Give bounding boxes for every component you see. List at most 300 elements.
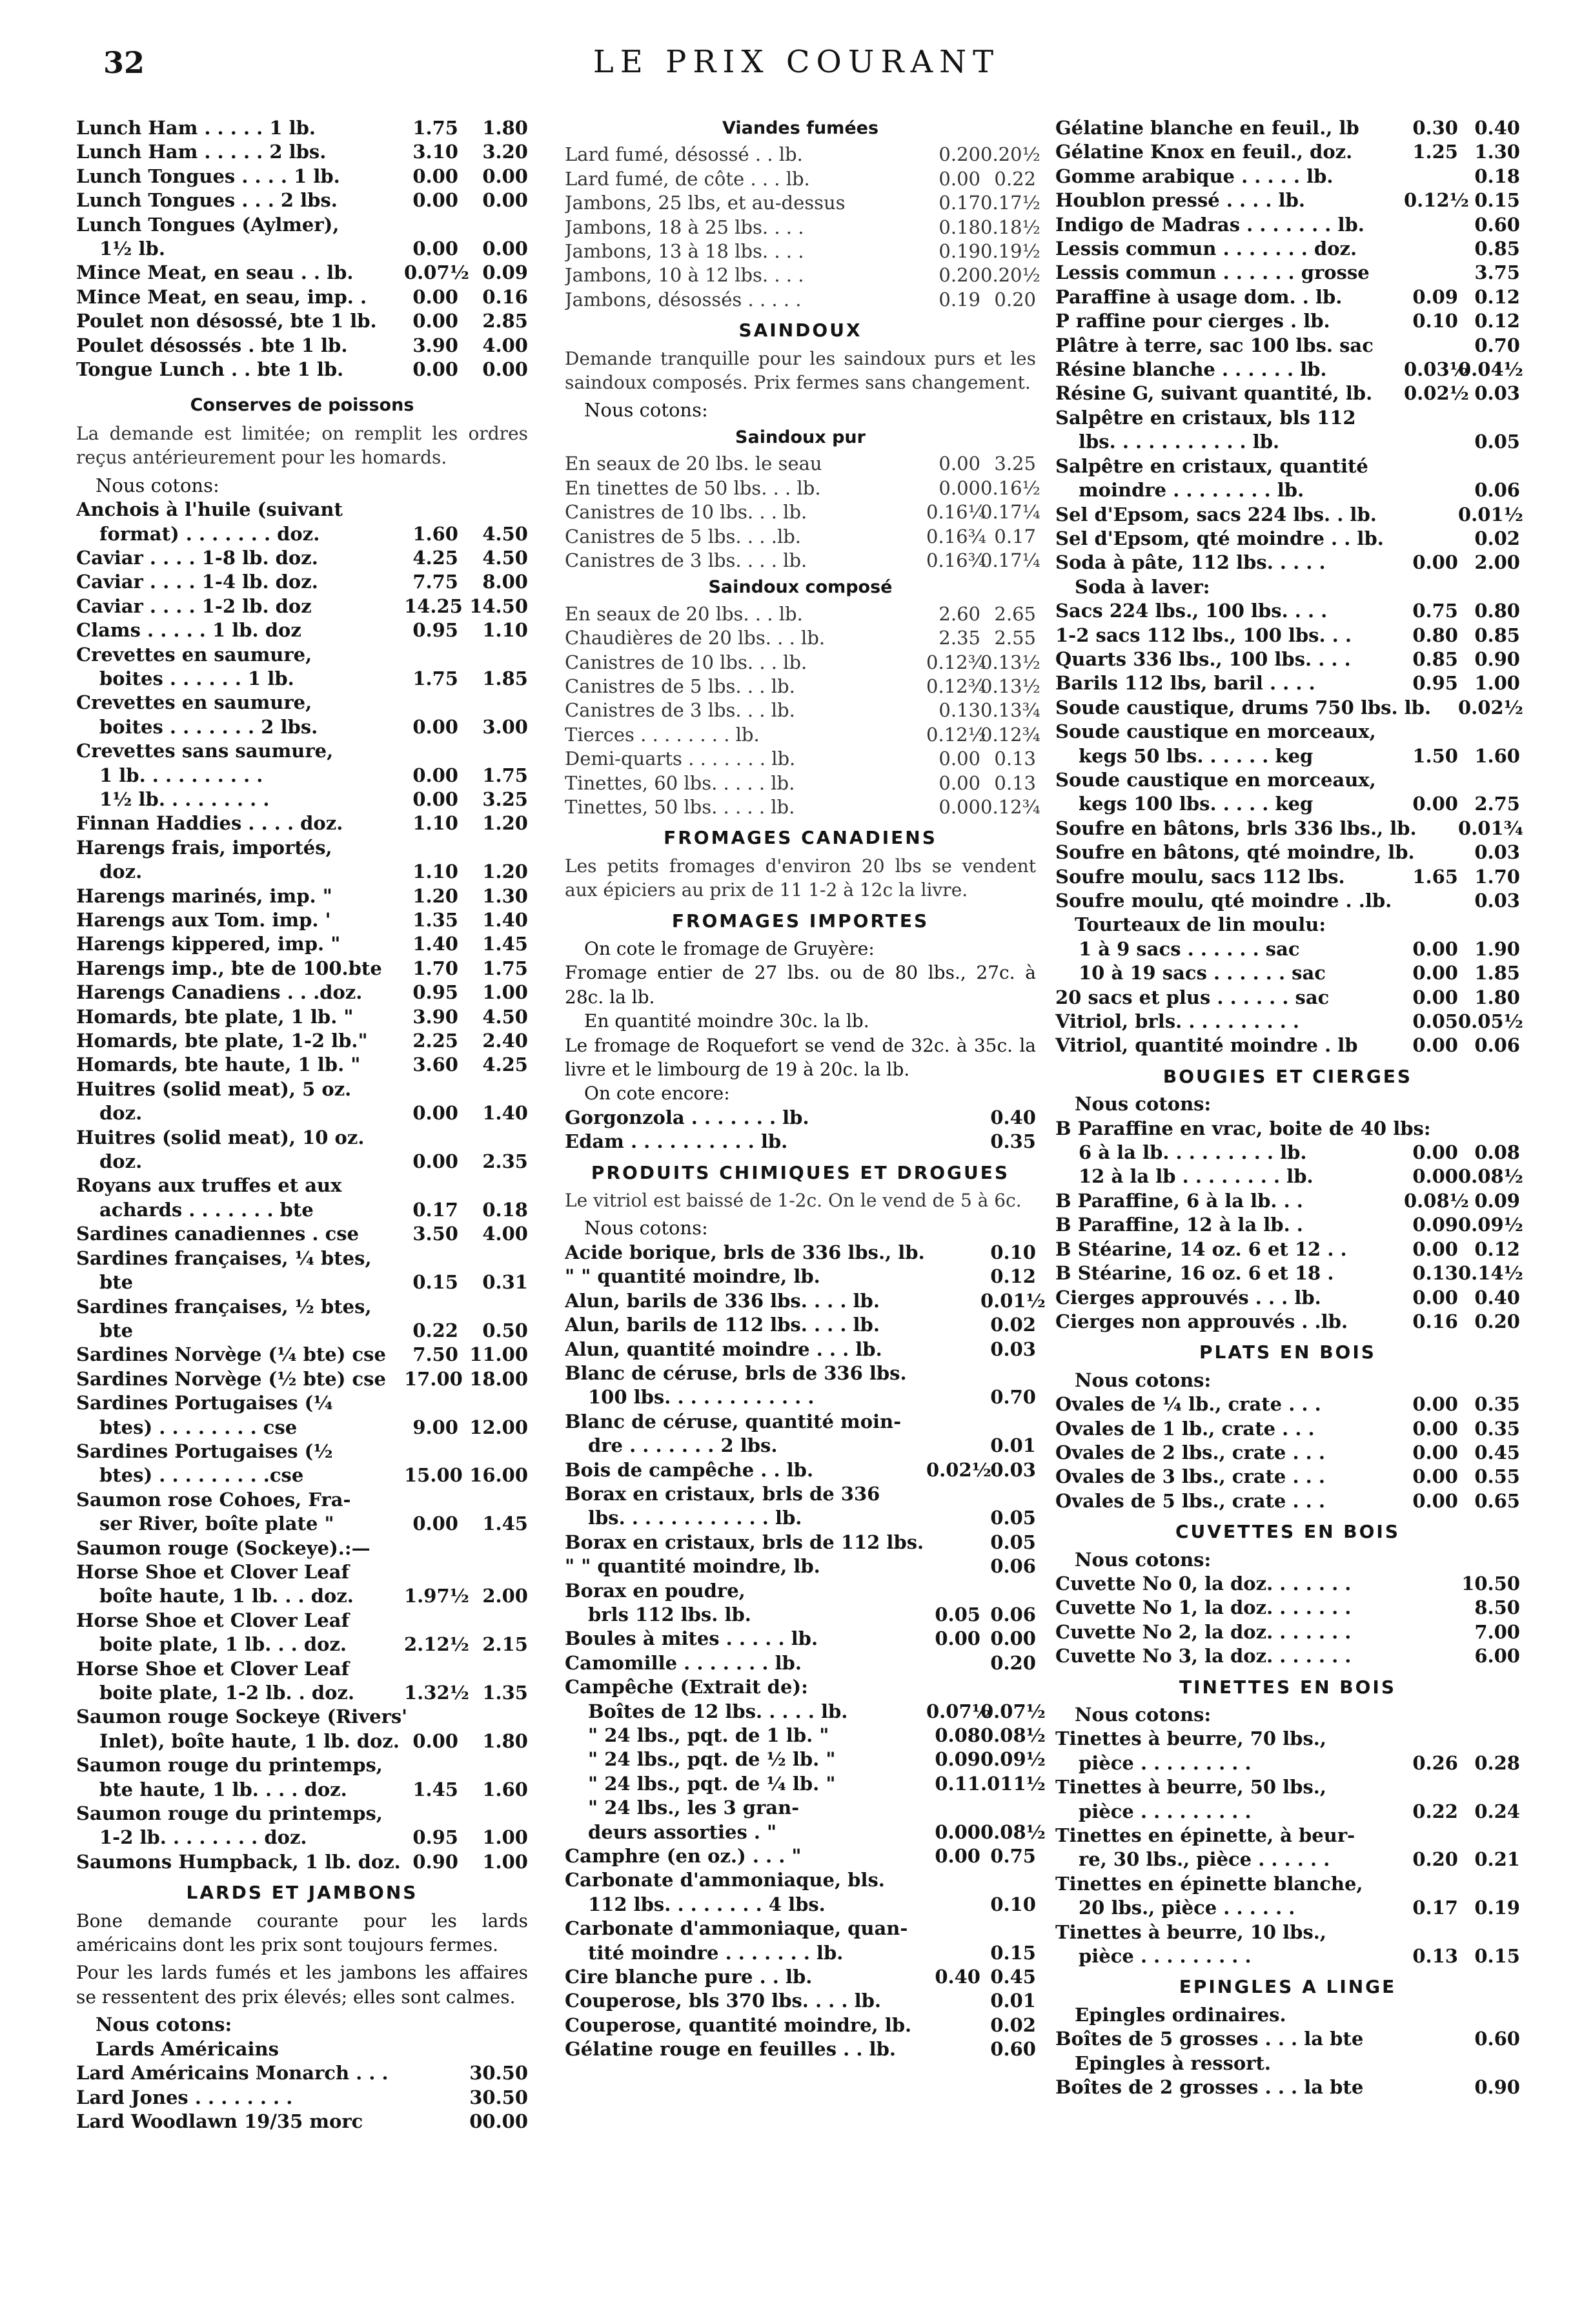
price-row <box>76 1150 528 1174</box>
price-low: 0.00 <box>412 310 458 332</box>
price-low: 3.60 <box>412 1054 458 1076</box>
price-high: 1.80 <box>482 1729 528 1752</box>
item-description: 1½ lb. <box>99 238 165 260</box>
price-row <box>76 643 528 667</box>
price-high: 0.12 <box>1474 310 1520 332</box>
price-row <box>565 1361 1036 1385</box>
column-3 <box>1055 116 1523 2100</box>
price-low: 0.00 <box>1412 1238 1458 1260</box>
price-high: 0.70 <box>1474 334 1520 356</box>
item-description: Huitres (solid meat), 10 oz. <box>76 1126 365 1148</box>
price-high: 6.00 <box>1474 1645 1520 1667</box>
item-description: 12 à la lb . . . . . . . . lb. <box>1079 1165 1314 1188</box>
price-row <box>76 836 528 860</box>
section-note: Fromage entier de 27 lbs. ou de 80 lbs., 27c. à 28c. la lb. <box>565 962 1036 1008</box>
price-row <box>565 288 1036 312</box>
price-low: 0.20 <box>1412 1848 1458 1871</box>
price-row <box>565 675 1040 698</box>
price-low: 0.00 <box>412 715 458 738</box>
item-description: kegs 50 lbs. . . . . . keg <box>1079 744 1314 767</box>
item-description: Couperose, quantité moindre, lb. <box>565 2013 912 2036</box>
price-low: 3.90 <box>412 1005 458 1028</box>
item-description: Quarts 336 lbs., 100 lbs. . . . <box>1055 647 1351 670</box>
item-description: Vitriol, quantité moindre . lb <box>1055 1034 1358 1057</box>
price-high: 0.03 <box>990 1338 1036 1360</box>
price-high: 1.75 <box>482 764 528 786</box>
price-row <box>76 1247 528 1270</box>
price-row <box>565 1338 1036 1361</box>
price-low: 2.12½ <box>404 1633 469 1656</box>
price-row <box>1055 1117 1520 1141</box>
price-high: 1.90 <box>1474 937 1520 960</box>
item-description: Sel d'Epsom, qté moindre . . lb. <box>1055 527 1384 549</box>
price-row <box>1055 454 1520 478</box>
item-description: Lard Américains Monarch . . . <box>76 2062 389 2084</box>
price-high: 0.60 <box>990 2038 1036 2061</box>
price-row <box>565 1603 1036 1627</box>
price-low: 0.12½ <box>926 723 986 746</box>
price-row <box>1055 334 1520 358</box>
item-description: En seaux de 20 lbs. le seau <box>565 453 822 475</box>
item-description: Soufre moulu, qté moindre . .lb. <box>1055 890 1392 912</box>
price-high: 0.01 <box>990 1990 1036 2012</box>
price-low: 0.00 <box>935 1627 980 1650</box>
price-row <box>565 1820 1046 1844</box>
price-high: 0.06 <box>990 1555 1036 1578</box>
price-row <box>565 1989 1036 2013</box>
price-row <box>76 1536 528 1560</box>
item-description: B Paraffine en vrac, boite de 40 lbs: <box>1055 1117 1431 1139</box>
price-row <box>76 237 528 261</box>
price-low: 17.00 <box>404 1367 463 1390</box>
price-row <box>1055 1165 1523 1188</box>
price-row <box>76 957 528 981</box>
price-low: 0.12¾ <box>926 651 986 673</box>
nous-cotons-label: Nous cotons: <box>1075 1369 1212 1391</box>
price-row <box>565 240 1040 263</box>
item-description: Boîtes de 5 grosses . . . la bte <box>1055 2028 1364 2050</box>
item-description: Ovales de 1 lb., crate . . . <box>1055 1417 1315 1440</box>
item-description: Borax en cristaux, brls de 112 lbs. <box>565 1531 924 1553</box>
item-description: Cuvette No 2, la doz. . . . . . . <box>1055 1620 1352 1643</box>
price-row <box>76 261 528 285</box>
price-row <box>565 1554 1036 1578</box>
item-description: Soufre en bâtons, brls 336 lbs., lb. <box>1055 817 1417 839</box>
price-high: 1.85 <box>482 667 528 689</box>
price-row <box>76 498 528 522</box>
price-low: 0.00 <box>412 285 458 308</box>
item-description: " 24 lbs., les 3 gran- <box>588 1797 800 1819</box>
price-row <box>1055 647 1520 671</box>
item-description: Soufre moulu, sacs 112 lbs. <box>1055 865 1345 888</box>
price-high: 10.50 <box>1461 1572 1520 1595</box>
price-high: 0.40 <box>1474 1286 1520 1309</box>
item-description: Vitriol, brls. . . . . . . . . . <box>1055 1010 1299 1033</box>
price-row <box>1055 1727 1520 1751</box>
price-high: 0.01 <box>990 1434 1036 1457</box>
price-row <box>565 1651 1036 1675</box>
item-description: Soufre en bâtons, qté moindre, lb. <box>1055 841 1415 864</box>
price-high: 16.00 <box>469 1464 528 1487</box>
item-description: Harengs imp., bte de 100.bte <box>76 957 382 979</box>
price-row <box>76 1778 528 1802</box>
price-list <box>76 498 528 1874</box>
price-list <box>565 452 1040 573</box>
price-low: 0.00 <box>1412 793 1458 815</box>
item-description: moindre . . . . . . . . lb. <box>1079 479 1304 502</box>
price-row <box>76 1101 528 1125</box>
price-low: 0.17 <box>939 192 980 214</box>
price-row <box>565 723 1040 747</box>
section-heading-chimiques: PRODUITS CHIMIQUES ET DROGUES <box>591 1161 1010 1183</box>
price-low: 0.19 <box>939 240 980 263</box>
price-low: 0.85 <box>1412 647 1458 670</box>
price-row <box>565 795 1040 819</box>
price-high: 1.00 <box>482 1826 528 1849</box>
nous-cotons-label: Nous cotons: <box>96 474 219 496</box>
item-description: Cuvette No 0, la doz. . . . . . . <box>1055 1572 1352 1595</box>
price-row <box>76 334 528 358</box>
price-row <box>1055 744 1520 768</box>
item-description: Tinettes, 60 lbs. . . . . lb. <box>565 771 795 794</box>
item-description: Poulet non désossé, bte 1 lb. <box>76 310 377 332</box>
price-high: 7.00 <box>1474 1620 1520 1643</box>
price-high: 0.03 <box>1474 890 1520 912</box>
price-high: 1.75 <box>482 957 528 979</box>
section-note: Le fromage de Roquefort se vend de 32c. à 35c. la livre et le limbourg de 19 à 20c. la lb. <box>565 1034 1036 1081</box>
price-low: 0.09 <box>1412 1214 1458 1236</box>
price-low: 0.00 <box>1412 1417 1458 1440</box>
price-row <box>76 908 528 932</box>
price-high: 4.50 <box>482 546 528 569</box>
price-high: 0.02 <box>990 2013 1036 2036</box>
item-description: B Paraffine, 6 à la lb. . . <box>1055 1189 1303 1212</box>
price-low: 0.00 <box>412 189 458 212</box>
price-low: 4.25 <box>412 546 458 569</box>
price-row <box>1055 503 1523 527</box>
price-row <box>565 1844 1036 1868</box>
price-low: 0.00 <box>1412 1141 1458 1164</box>
price-list <box>1055 1392 1520 1513</box>
item-description: 20 lbs., pièce . . . . . . <box>1079 1897 1295 1919</box>
item-description: " 24 lbs., pqt. de ¼ lb. " <box>588 1772 836 1795</box>
item-description: Crevettes en saumure, <box>76 691 312 714</box>
price-high: 0.15 <box>990 1941 1036 1964</box>
price-high: 14.50 <box>469 595 528 617</box>
item-description: Lard Woodlawn 19/35 morc <box>76 2110 363 2132</box>
price-low: 0.00 <box>1412 1465 1458 1488</box>
item-description: Houblon pressé . . . . lb. <box>1055 189 1306 212</box>
item-description: Lard fumé, désossé . . lb. <box>565 143 803 166</box>
item-description: achards . . . . . . . bte <box>99 1198 314 1221</box>
price-high: 0.16½ <box>980 476 1040 499</box>
price-row <box>1055 309 1520 333</box>
item-description: Jambons, désossés . . . . . <box>565 288 802 311</box>
item-description: Sardines françaises, ¼ btes, <box>76 1247 372 1269</box>
section-heading-plats: PLATS EN BOIS <box>1199 1341 1376 1363</box>
price-row <box>1055 1310 1520 1334</box>
item-description: Canistres de 5 lbs. . . lb. <box>565 675 795 697</box>
section-note: Les petits fromages d'environ 20 lbs se vendent aux épiciers au prix de 11 1-2 à 12c la livre. <box>565 855 1036 901</box>
price-row <box>76 1512 528 1536</box>
item-description: Crevettes en saumure, <box>76 643 312 666</box>
price-row <box>1055 768 1520 792</box>
price-list <box>1055 1727 1520 1968</box>
item-description: Homards, bte haute, 1 lb. " <box>76 1054 361 1076</box>
item-description: Sardines françaises, ½ btes, <box>76 1295 372 1318</box>
price-row <box>1055 889 1520 913</box>
item-description: Harengs Canadiens . . .doz. <box>76 981 363 1004</box>
price-low: 0.00 <box>939 771 980 794</box>
price-high: 0.01½ <box>980 1289 1046 1312</box>
item-description: Sacs 224 lbs., 100 lbs. . . . <box>1055 600 1328 622</box>
section-note: On cote encore: <box>584 1083 730 1105</box>
price-low: 0.00 <box>939 748 980 770</box>
item-description: Jambons, 18 à 25 lbs. . . . <box>565 216 804 238</box>
item-description: Barils 112 lbs, baril . . . . <box>1055 672 1315 695</box>
price-high: 0.01½ <box>1458 503 1523 525</box>
price-low: 1.10 <box>412 861 458 883</box>
section-heading-tinettes: TINETTES EN BOIS <box>1179 1676 1396 1698</box>
price-high: 4.25 <box>482 1054 528 1076</box>
price-row <box>76 1584 528 1608</box>
price-row <box>565 1917 1036 1941</box>
price-row <box>1055 478 1520 502</box>
price-row <box>565 2037 1036 2061</box>
price-low: 3.10 <box>412 141 458 163</box>
price-low: 0.03½ <box>1404 358 1469 381</box>
price-high: 1.80 <box>482 117 528 139</box>
price-low: 0.13 <box>1412 1262 1458 1285</box>
price-low: 0.95 <box>1412 672 1458 695</box>
price-row <box>76 358 528 382</box>
price-low: 0.11 <box>935 1772 980 1795</box>
item-description: Harengs kippered, imp. " <box>76 933 341 955</box>
item-description: brls 112 lbs. lb. <box>588 1603 751 1626</box>
price-row <box>565 1868 1036 1892</box>
item-description: Gélatine Knox en feuil., doz. <box>1055 141 1353 163</box>
price-row <box>76 860 528 884</box>
price-row <box>76 1053 528 1077</box>
section-heading-fromages-canadiens: FROMAGES CANADIENS <box>664 827 937 849</box>
price-low: 0.75 <box>1412 600 1458 622</box>
price-low: 0.95 <box>412 619 458 642</box>
item-description: 10 à 19 sacs . . . . . . sac <box>1079 962 1326 984</box>
price-high: 0.02 <box>1474 527 1520 549</box>
item-description: Tongue Lunch . . bte 1 lb. <box>76 358 344 381</box>
price-row <box>76 1319 528 1343</box>
price-row <box>565 216 1040 240</box>
price-high: 0.09 <box>1474 1189 1520 1212</box>
price-value: 0.60 <box>1474 2028 1520 2050</box>
price-high: 2.65 <box>994 602 1036 625</box>
item-description: btes) . . . . . . . . .cse <box>99 1464 304 1487</box>
price-high: 0.20 <box>990 1651 1036 1674</box>
price-low: 0.02½ <box>1404 382 1469 405</box>
item-description: Campêche (Extrait de): <box>565 1676 808 1698</box>
price-high: 0.45 <box>1474 1441 1520 1463</box>
price-high: 0.20 <box>1474 1310 1520 1332</box>
price-row <box>565 1434 1036 1458</box>
item-description: bte <box>99 1319 134 1341</box>
price-low: 0.00 <box>1412 986 1458 1008</box>
item-description: Carbonate d'ammoniaque, bls. <box>565 1869 885 1891</box>
item-description: Tinettes, 50 lbs. . . . . lb. <box>565 795 795 818</box>
item-description: Résine blanche . . . . . . lb. <box>1055 358 1327 381</box>
price-low: 0.00 <box>939 453 980 475</box>
price-low: 0.95 <box>412 1826 458 1849</box>
item-description: tité moindre . . . . . . . lb. <box>588 1941 844 1964</box>
item-description: 1 à 9 sacs . . . . . . sac <box>1079 937 1300 960</box>
price-high: 0.13½ <box>980 651 1040 673</box>
price-row <box>1055 358 1523 382</box>
item-description: boite plate, 1-2 lb. . doz. <box>99 1682 355 1704</box>
price-low: 0.20 <box>939 143 980 166</box>
price-high: 0.17 <box>994 525 1036 547</box>
item-description: Carbonate d'ammoniaque, quan- <box>565 1917 908 1940</box>
price-row <box>76 595 528 618</box>
price-high: 4.50 <box>482 1005 528 1028</box>
price-row <box>565 2013 1036 2037</box>
item-description: Ovales de ¼ lb., crate . . . <box>1055 1393 1321 1416</box>
price-row <box>1055 2027 1520 2051</box>
item-description: re, 30 lbs., pièce . . . . . . <box>1079 1848 1330 1871</box>
price-low: 9.00 <box>412 1416 458 1438</box>
price-low: 0.80 <box>1412 624 1458 646</box>
price-row <box>76 165 528 189</box>
price-high: 4.50 <box>482 522 528 545</box>
price-row <box>1055 937 1520 961</box>
price-low: 1.70 <box>412 957 458 979</box>
item-description: Crevettes sans saumure, <box>76 740 334 762</box>
price-high: 0.14½ <box>1458 1262 1523 1285</box>
price-row <box>76 285 528 309</box>
price-high: 0.08 <box>1474 1141 1520 1164</box>
item-description: doz. <box>99 861 143 883</box>
item-description: Lunch Ham . . . . . 2 lbs. <box>76 141 327 163</box>
price-high: 0.20½ <box>980 264 1040 287</box>
price-row <box>1055 1572 1520 1596</box>
item-description: boîte haute, 1 lb. . . doz. <box>99 1585 354 1607</box>
price-low: 0.00 <box>412 358 458 381</box>
item-description: Canistres de 3 lbs. . . . lb. <box>565 549 807 571</box>
price-row <box>76 691 528 715</box>
price-low: 2.60 <box>939 602 980 625</box>
item-description: Horse Shoe et Clover Leaf <box>76 1609 349 1631</box>
price-high: 0.12 <box>1474 285 1520 308</box>
price-row <box>1055 1896 1520 1920</box>
price-row <box>1055 213 1520 237</box>
price-low: 1.75 <box>412 117 458 139</box>
price-high: 0.17¼ <box>980 549 1040 571</box>
price-list <box>76 2061 528 2134</box>
price-high: 8.50 <box>1474 1596 1520 1619</box>
price-row <box>565 1893 1036 1917</box>
price-row <box>1055 1465 1520 1489</box>
section-note: Bone demande courante pour les lards américains dont les prix sont toujours fermes. <box>76 1910 528 1956</box>
price-high: 4.00 <box>482 1223 528 1245</box>
item-description: Saumons Humpback, 1 lb. doz. <box>76 1850 401 1873</box>
item-description: Edam . . . . . . . . . . lb. <box>565 1130 788 1153</box>
price-low: 0.08 <box>935 1724 980 1746</box>
price-row <box>1055 1596 1520 1620</box>
price-row <box>76 811 528 835</box>
price-high: 4.00 <box>482 334 528 356</box>
price-row <box>76 1222 528 1246</box>
price-row <box>1055 1848 1520 1871</box>
price-list <box>1055 937 1523 1058</box>
price-high: 0.19 <box>1474 1897 1520 1919</box>
price-row <box>565 191 1040 215</box>
price-row <box>76 1753 528 1777</box>
price-row <box>565 698 1040 722</box>
price-row <box>76 715 528 739</box>
item-description: Inlet), boîte haute, 1 lb. doz. <box>99 1729 400 1752</box>
price-high: 1.60 <box>1474 744 1520 767</box>
price-row <box>1055 1441 1520 1465</box>
price-row <box>1055 2075 1520 2099</box>
price-high: 2.00 <box>482 1585 528 1607</box>
price-low: 0.16¼ <box>926 501 986 524</box>
price-row <box>1055 527 1520 551</box>
item-description: Finnan Haddies . . . . doz. <box>76 812 343 835</box>
price-row <box>565 1482 1036 1506</box>
item-description: Cuvette No 3, la doz. . . . . . . <box>1055 1645 1352 1667</box>
price-high: 0.12 <box>1474 1238 1520 1260</box>
price-row <box>1055 1800 1520 1824</box>
price-high: .011½ <box>980 1772 1046 1795</box>
price-low: 1.50 <box>1412 744 1458 767</box>
section-heading-fromages-importes: FROMAGES IMPORTES <box>671 910 929 932</box>
item-description: Canistres de 5 lbs. . . .lb. <box>565 525 802 547</box>
price-high: 0.35 <box>990 1130 1036 1153</box>
price-low: 0.00 <box>1412 1441 1458 1463</box>
price-value: 0.90 <box>1474 2076 1520 2099</box>
item-description: btes) . . . . . . . . cse <box>99 1416 298 1438</box>
item-description: Harengs aux Tom. imp. ' <box>76 909 331 931</box>
price-row <box>76 1609 528 1633</box>
price-row <box>1055 599 1520 623</box>
price-high: 1.30 <box>482 884 528 907</box>
price-row <box>76 2110 528 2134</box>
price-high: 0.05 <box>1474 431 1520 453</box>
price-low: 1.45 <box>412 1778 458 1800</box>
price-row <box>565 525 1036 549</box>
price-high: 1.45 <box>482 933 528 955</box>
price-high: 0.35 <box>1474 1393 1520 1416</box>
nous-cotons-label: Nous cotons: <box>96 2013 232 2036</box>
item-description: Jambons, 10 à 12 lbs. . . . <box>565 264 804 287</box>
price-row <box>565 1941 1036 1965</box>
price-row <box>76 618 528 642</box>
price-row <box>565 747 1036 771</box>
price-high: 0.21 <box>1474 1848 1520 1871</box>
item-description: 1½ lb. . . . . . . . . <box>99 788 270 810</box>
price-high: 0.05½ <box>1458 1010 1523 1033</box>
price-high: 0.80 <box>1474 600 1520 622</box>
price-row <box>1055 1392 1520 1416</box>
item-description: Salpêtre en cristaux, bls 112 <box>1055 406 1356 429</box>
price-row <box>1055 1189 1520 1213</box>
item-description: 112 lbs. . . . . . . . 4 lbs. <box>588 1893 826 1915</box>
item-description: Tinettes en épinette, à beur- <box>1055 1824 1355 1847</box>
price-row <box>1055 865 1520 889</box>
price-row <box>565 1700 1046 1724</box>
nous-cotons-label: Nous cotons: <box>1075 1548 1212 1571</box>
price-row <box>1055 237 1520 261</box>
price-row <box>1055 551 1520 575</box>
item-description: Gomme arabique . . . . . lb. <box>1055 165 1334 187</box>
